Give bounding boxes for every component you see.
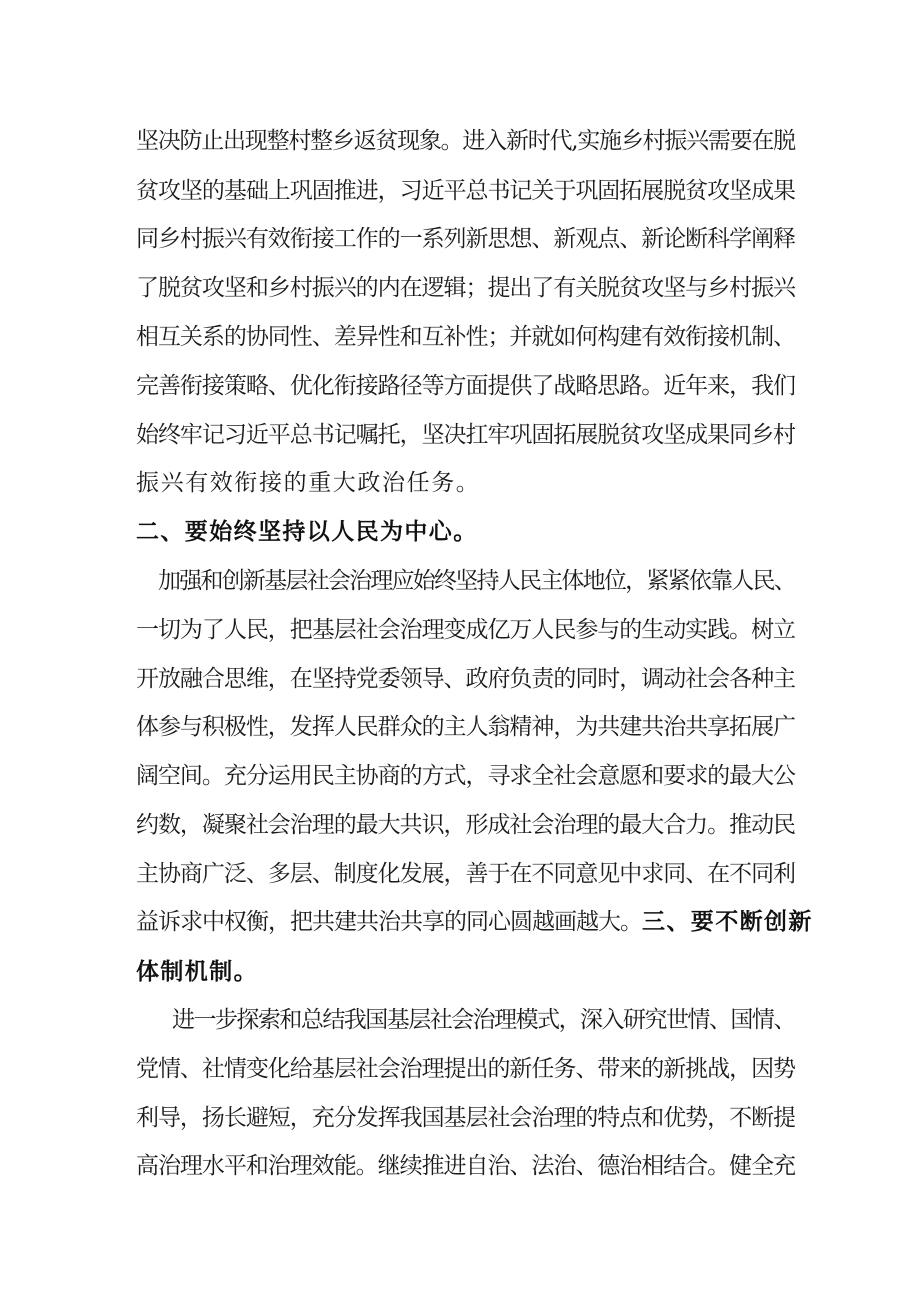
paragraph-line: 开放融合思维，在坚持党委领导、政府负责的同时，调动社会各种主 (136, 666, 796, 692)
paragraph-line: 加强和创新基层社会治理应始终坚持人民主体地位，紧紧依靠人民、 (158, 568, 796, 594)
section-heading: 体制机制。 (136, 959, 258, 985)
paragraph-line: 体参与积极性，发挥人民群众的主人翁精神，为共建共治共享拓展广 (136, 714, 796, 740)
paragraph-line: 相互关系的协同性、差异性和互补性；并就如何构建有效衔接机制、 (136, 324, 796, 350)
section-heading: 二、要始终坚持以人民为中心。 (136, 519, 478, 545)
paragraph-line: 同乡村振兴有效衔接工作的一系列新思想、新观点、新论断科学阐释 (136, 226, 796, 252)
paragraph-line: 约数，凝聚社会治理的最大共识，形成社会治理的最大合力。推动民 (136, 812, 796, 838)
paragraph-line: 进一步探索和总结我国基层社会治理模式，深入研究世情、国情、 (172, 1007, 795, 1033)
paragraph-line: 高治理水平和治理效能。继续推进自治、法治、德治相结合。健全充 (136, 1153, 796, 1179)
paragraph-line: 始终牢记习近平总书记嘱托，坚决扛牢巩固拓展脱贫攻坚成果同乡村 (136, 422, 796, 448)
section-heading-start: 三、要不断创新 (642, 909, 813, 935)
paragraph-line: 坚决防止出现整村整乡返贫现象。进入新时代,实施乡村振兴需要在脱 (136, 128, 795, 154)
paragraph-line: 了脱贫攻坚和乡村振兴的内在逻辑；提出了有关脱贫攻坚与乡村振兴 (136, 275, 796, 301)
paragraph-line-text: 益诉求中权衡，把共建共治共享的同心圆越画越大。 (136, 909, 642, 935)
paragraph-line: 党情、社情变化给基层社会治理提出的新任务、带来的新挑战，因势 (136, 1056, 796, 1082)
paragraph-line: 振兴有效衔接的重大政治任务。 (136, 470, 481, 496)
paragraph-line: 一切为了人民，把基层社会治理变成亿万人民参与的生动实践。树立 (136, 617, 796, 643)
paragraph-line: 阔空间。充分运用民主协商的方式，寻求全社会意愿和要求的最大公 (136, 763, 796, 789)
paragraph-line: 完善衔接策略、优化衔接路径等方面提供了战略思路。近年来，我们 (136, 373, 796, 399)
paragraph-line: 主协商广泛、多层、制度化发展，善于在不同意见中求同、在不同利 (136, 861, 796, 887)
paragraph-line-mixed (136, 908, 813, 936)
paragraph-line: 利导，扬长避短，充分发挥我国基层社会治理的特点和优势，不断提 (136, 1105, 796, 1131)
paragraph-line: 贫攻坚的基础上巩固推进，习近平总书记关于巩固拓展脱贫攻坚成果 (136, 178, 796, 204)
